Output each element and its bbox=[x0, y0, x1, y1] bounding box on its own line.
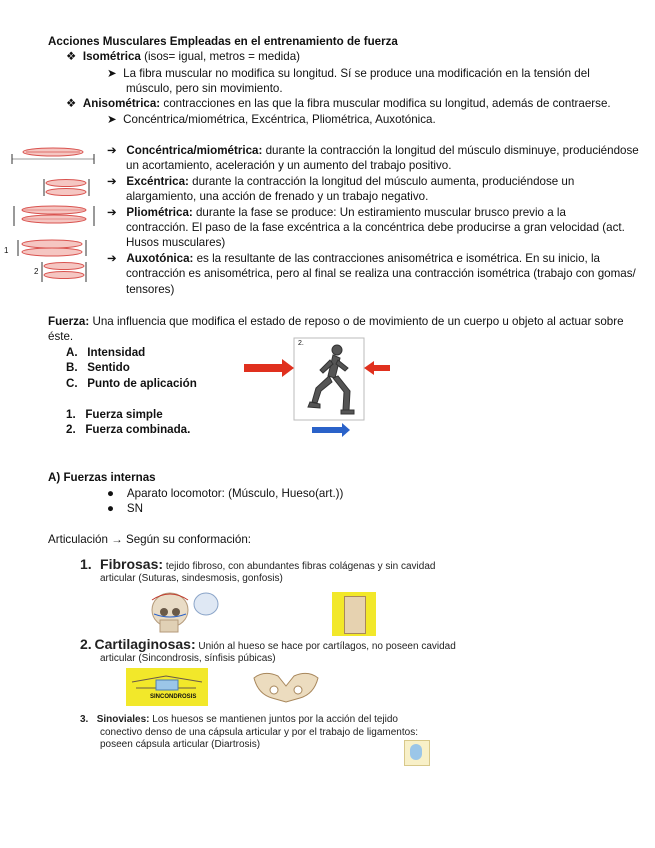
muscle-contraction-diagrams bbox=[4, 134, 100, 294]
plyometric-diagram bbox=[14, 206, 94, 226]
page-title: Acciones Musculares Empleadas en el entrenamiento de fuerza bbox=[48, 35, 398, 48]
fuerza-definition-2: éste. bbox=[48, 330, 74, 343]
skull-figure bbox=[150, 590, 222, 638]
eccentric-diagram bbox=[44, 179, 89, 196]
concentric-line-2: un acortamiento, aceleración y un aumento del trabajo positivo. bbox=[126, 159, 452, 172]
arrow-bullet-icon: ➔ bbox=[107, 144, 117, 157]
articulacion-line: Articulación → Según su conformación: bbox=[48, 533, 251, 546]
arrow-bullet-icon: ➔ bbox=[107, 206, 117, 219]
diamond-bullet-icon: ❖ bbox=[66, 97, 77, 110]
eccentric-line-2: alargamiento, una acción de frenado y un trabajo negativo. bbox=[126, 190, 429, 203]
concentric-diagram bbox=[12, 148, 94, 164]
dot-bullet-icon: ● bbox=[107, 487, 115, 500]
figure-label: 2. bbox=[298, 340, 304, 347]
isometrica-item: ❖ Isométrica (isos= igual, metros = medida) bbox=[66, 50, 301, 63]
arrow-bullet-icon: ➔ bbox=[107, 252, 117, 265]
gomphosis-figure bbox=[332, 592, 376, 636]
red-arrow-left-icon bbox=[364, 361, 390, 375]
anisometrica-item: ❖ Anisométrica: contracciones en las que la fibra muscular modifica su longitud, además de contraerse. bbox=[66, 97, 611, 110]
arrow-bullet-icon: ➔ bbox=[107, 175, 117, 188]
internas-bullet-1: ● Aparato locomotor: (Músculo, Hueso(art.)) bbox=[107, 487, 344, 500]
isometrica-desc-1: ➤ La fibra muscular no modifica su longitud. Sí se produce una modificación en la tensión del bbox=[107, 67, 590, 80]
cartilaginosas-text: 2. Cartilaginosas: Unión al hueso se hace por cartílagos, no poseen cavidad articular (Sincondrosis, sínfisis púbicas) bbox=[80, 636, 456, 664]
concentric-line-1: ➔ Concéntrica/miométrica: durante la contracción la longitud del músculo disminuye, produciéndose bbox=[107, 144, 639, 157]
arrowhead-bullet-icon: ➤ bbox=[107, 113, 117, 126]
arrowhead-bullet-icon: ➤ bbox=[107, 67, 117, 80]
plyometric-line-3: Husos musculares) bbox=[126, 236, 226, 249]
internas-bullet-2: ● SN bbox=[107, 502, 144, 515]
blue-arrow-right-icon bbox=[312, 423, 350, 437]
fuerza-item-1: 1. Fuerza simple bbox=[66, 408, 163, 421]
auxotonic-line-2: contracción es anisométrica, pero al final se realiza una contracción isométrica (trabajo con gomas/ bbox=[126, 267, 636, 280]
sinoviales-text: 3. Sinoviales: Los huesos se mantienen juntos por la acción del tejido conectivo denso de una cápsula articular y por el trabajo de ligamentos: poseen cápsula articular (Diartrosis) bbox=[80, 714, 418, 750]
fibrosas-text: 1. Fibrosas: tejido fibroso, con abundantes fibras colágenas y sin cavidad articular (Suturas, sindesmosis, gonfosis) bbox=[80, 556, 436, 584]
force-figure bbox=[240, 336, 400, 440]
internas-heading: A) Fuerzas internas bbox=[48, 471, 156, 484]
fuerza-item-a: A. Intensidad bbox=[66, 346, 146, 359]
fuerza-definition-1: Fuerza: Una influencia que modifica el estado de reposo o de movimiento de un cuerpo u objeto al actuar sobre bbox=[48, 315, 624, 328]
dot-bullet-icon: ● bbox=[107, 502, 115, 515]
eccentric-line-1: ➔ Excéntrica: durante la contracción la longitud del músculo aumenta, produciéndose un bbox=[107, 175, 575, 188]
fuerza-item-2: 2. Fuerza combinada. bbox=[66, 423, 191, 436]
synovial-joint-figure bbox=[404, 740, 430, 766]
plyometric-line-1: ➔ Pliométrica: durante la fase se produce: Un estiramiento muscular brusco previo a la bbox=[107, 206, 566, 219]
auxotonic-diagram bbox=[18, 240, 86, 282]
synchondrosis-label: SINCONDROSIS bbox=[150, 694, 197, 700]
diamond-bullet-icon: ❖ bbox=[66, 50, 77, 63]
pelvis-figure bbox=[244, 668, 328, 708]
auxotonic-line-1: ➔ Auxotónica: es la resultante de las contracciones anisométrica e isométrica. En su inicio, la bbox=[107, 252, 601, 265]
plyometric-line-2: contracción. El paso de la fase excéntrica a la concéntrica debe producirse a gran velocidad (act. bbox=[126, 221, 625, 234]
diagram-mark-2: 2 bbox=[34, 267, 39, 276]
isometrica-desc-2: músculo, pero sin movimiento. bbox=[126, 82, 283, 95]
diagram-mark-1: 1 bbox=[4, 246, 9, 255]
fuerza-item-b: B. Sentido bbox=[66, 361, 130, 374]
fuerza-item-c: C. Punto de aplicación bbox=[66, 377, 197, 390]
auxotonic-line-3: tensores) bbox=[126, 283, 175, 296]
red-arrow-right-icon bbox=[244, 359, 294, 377]
anisometrica-sub: ➤ Concéntrica/miométrica, Excéntrica, Pliométrica, Auxotónica. bbox=[107, 113, 436, 126]
synchondrosis-figure bbox=[126, 668, 208, 706]
